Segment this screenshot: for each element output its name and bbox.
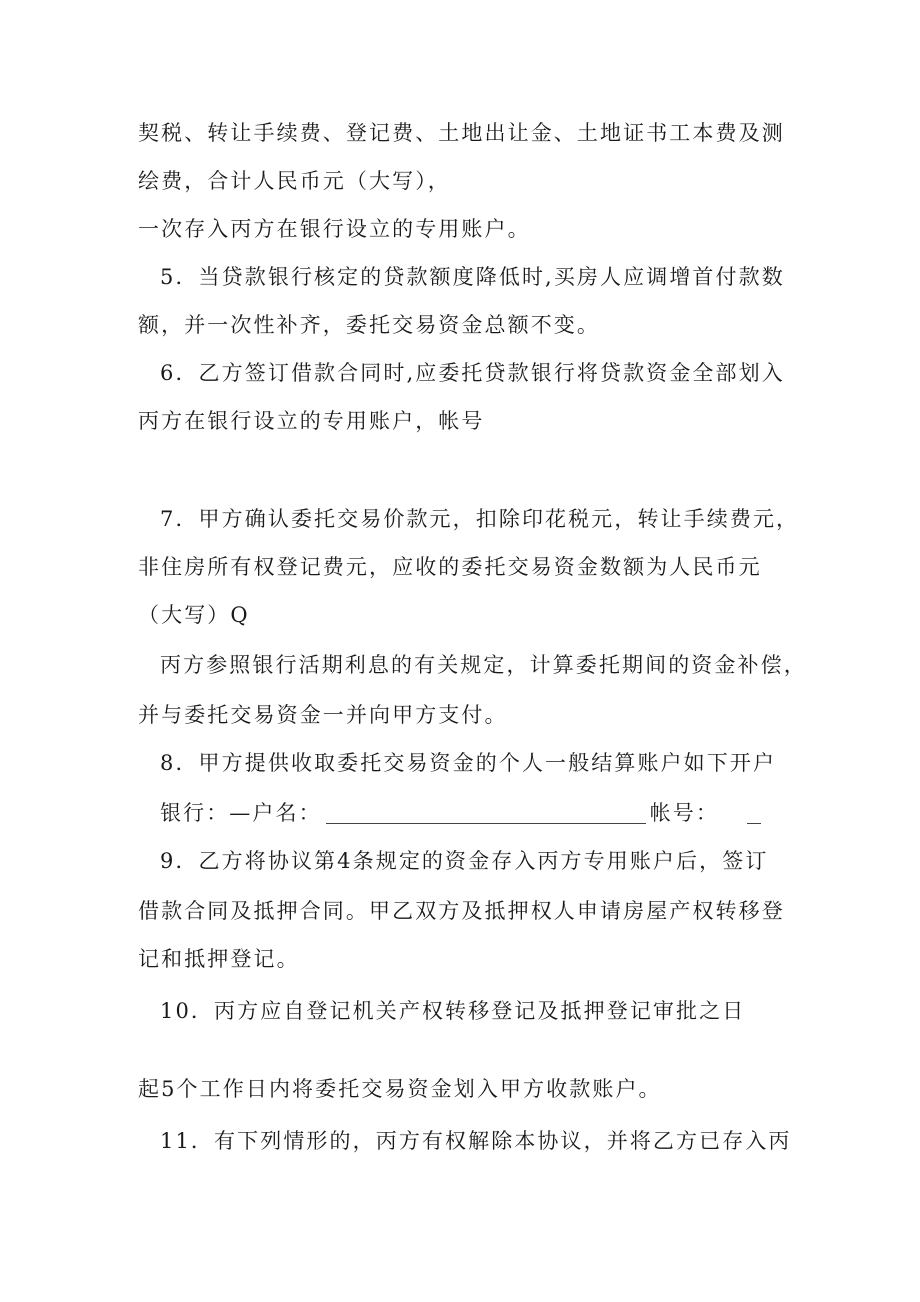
text-line: 9．乙方将协议第4条规定的资金存入丙方专用账户后，签订	[160, 849, 769, 873]
account-name-blank	[326, 801, 646, 824]
bank-label: 银行：—户名：	[160, 801, 322, 825]
text-line: 非住房所有权登记费元，应收的委托交易资金数额为人民币元	[138, 555, 762, 579]
text-line: 契税、转让手续费、登记费、土地出让金、土地证书工本费及测	[138, 121, 785, 145]
text-line: 额，并一次性补齐，委托交易资金总额不变。	[138, 313, 600, 337]
text-line: 7．甲方确认委托交易价款元，扣除印花税元，转让手续费元，	[160, 507, 800, 531]
text-line: 11．有下列情形的，丙方有权解除本协议，并将乙方已存入丙	[160, 1129, 792, 1153]
text-line: 一次存入丙方在银行设立的专用账户。	[138, 217, 531, 241]
text-line: 6．乙方签订借款合同时,应委托贷款银行将贷款资金全部划入	[160, 361, 785, 385]
text-line: （大写）Q	[138, 603, 250, 627]
account-line	[160, 798, 765, 828]
text-line: 绘费，合计人民币元（大写），	[138, 169, 451, 193]
text-line: 8．甲方提供收取委托交易资金的个人一般结算账户如下开户	[160, 751, 777, 775]
text-line: 丙方在银行设立的专用账户，帐号	[138, 409, 485, 433]
text-line: 记和抵押登记。	[138, 947, 300, 971]
text-line: 并与委托交易资金一并向甲方支付。	[138, 703, 508, 727]
text-line: 借款合同及抵押合同。甲乙双方及抵押权人申请房屋产权转移登	[138, 899, 785, 923]
text-line: 起5个工作日内将委托交易资金划入甲方收款账户。	[138, 1077, 662, 1101]
text-line: 10．丙方应自登记机关产权转移登记及抵押登记审批之日	[160, 999, 746, 1023]
account-number-blank	[747, 801, 761, 824]
text-line: 丙方参照银行活期利息的有关规定，计算委托期间的资金补偿，	[160, 653, 807, 677]
text-line: 5．当贷款银行核定的贷款额度降低时,买房人应调增首付款数	[160, 265, 785, 289]
account-number-label: 帐号：	[649, 801, 720, 825]
